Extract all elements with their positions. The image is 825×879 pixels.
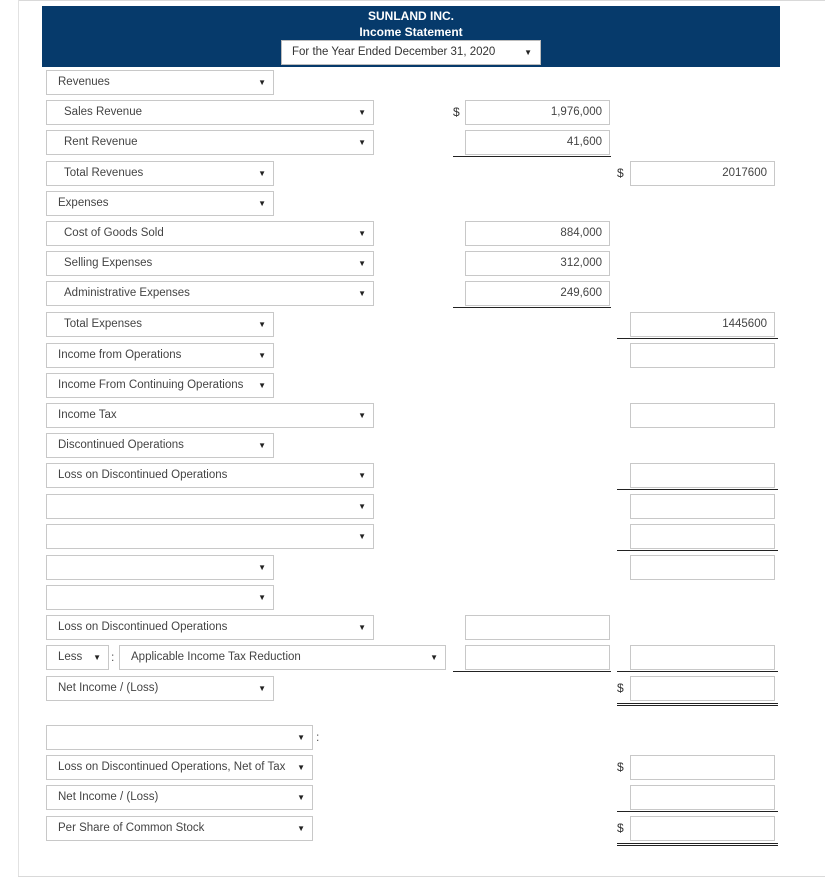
dropdown-arrow-icon: ▼	[358, 108, 366, 117]
double-underline-bottom	[617, 845, 778, 846]
cogs-select[interactable]	[46, 221, 374, 246]
net-income-eps-input[interactable]	[630, 785, 775, 810]
dropdown-arrow-icon: ▼	[258, 199, 266, 208]
total-underline	[617, 550, 778, 551]
subtotal-underline	[453, 671, 611, 672]
income-tax-select[interactable]	[46, 403, 374, 428]
income-from-operations-input[interactable]	[630, 343, 775, 368]
select-label: Rent Revenue	[64, 136, 138, 148]
select-label: Expenses	[58, 197, 109, 209]
dropdown-arrow-icon: ▼	[258, 684, 266, 693]
total-expenses-input[interactable]: 1445600	[630, 312, 775, 337]
per-share-input[interactable]	[630, 816, 775, 841]
income-tax-input[interactable]	[630, 403, 775, 428]
dropdown-arrow-icon: ▼	[297, 793, 305, 802]
select-label: Cost of Goods Sold	[64, 227, 164, 239]
dropdown-arrow-icon: ▼	[430, 653, 438, 662]
income-continuing-ops-select[interactable]	[46, 373, 274, 398]
double-underline-top	[617, 703, 778, 704]
colon-separator: :	[111, 650, 115, 664]
discontinued-operations-select[interactable]	[46, 433, 274, 458]
dropdown-arrow-icon: ▼	[358, 471, 366, 480]
period-select[interactable]	[281, 40, 541, 65]
less-select[interactable]	[46, 645, 109, 670]
select-label: Loss on Discontinued Operations	[58, 621, 228, 633]
sales-revenue-select[interactable]	[46, 100, 374, 125]
eps-heading-select[interactable]	[46, 725, 313, 750]
selling-expenses-select[interactable]	[46, 251, 374, 276]
select-label: Discontinued Operations	[58, 439, 184, 451]
net-income-eps-select[interactable]	[46, 785, 313, 810]
total-revenues-select[interactable]	[46, 161, 274, 186]
double-underline-bottom	[617, 705, 778, 706]
total-expenses-select[interactable]	[46, 312, 274, 337]
select-label: Total Expenses	[64, 318, 142, 330]
income-from-operations-select[interactable]	[46, 343, 274, 368]
page-border-top	[18, 0, 825, 1]
statement-title: Income Statement	[359, 25, 463, 39]
sales-revenue-input[interactable]: 1,976,000	[465, 100, 610, 125]
select-label: Net Income / (Loss)	[58, 682, 159, 694]
blank-select-4[interactable]	[46, 585, 274, 610]
net-income-select[interactable]	[46, 676, 274, 701]
currency-symbol: $	[453, 105, 460, 119]
dropdown-arrow-icon: ▼	[258, 78, 266, 87]
dropdown-arrow-icon: ▼	[358, 289, 366, 298]
expenses-select[interactable]	[46, 191, 274, 216]
select-label: Net Income / (Loss)	[58, 791, 159, 803]
dropdown-arrow-icon: ▼	[297, 824, 305, 833]
dropdown-arrow-icon: ▼	[297, 733, 305, 742]
subtotal-underline	[453, 156, 611, 157]
dropdown-arrow-icon: ▼	[258, 381, 266, 390]
select-label: Sales Revenue	[64, 106, 142, 118]
select-label: Loss on Discontinued Operations	[58, 469, 228, 481]
rent-revenue-select[interactable]	[46, 130, 374, 155]
admin-expenses-input[interactable]: 249,600	[465, 281, 610, 306]
blank-select-1[interactable]	[46, 494, 374, 519]
blank-input-2[interactable]	[630, 524, 775, 549]
loss-discontinued-ops-input-2[interactable]	[465, 615, 610, 640]
period-label: For the Year Ended December 31, 2020	[292, 46, 496, 58]
dropdown-arrow-icon: ▼	[358, 502, 366, 511]
dropdown-arrow-icon: ▼	[358, 532, 366, 541]
applicable-tax-input[interactable]	[465, 645, 610, 670]
colon-separator: :	[316, 730, 320, 744]
select-label: Income Tax	[58, 409, 117, 421]
dropdown-arrow-icon: ▼	[93, 653, 101, 662]
currency-symbol: $	[617, 821, 624, 835]
select-label: Less	[58, 651, 83, 663]
company-name: SUNLAND INC.	[368, 9, 454, 23]
blank-select-3[interactable]	[46, 555, 274, 580]
applicable-tax-reduction-select[interactable]	[119, 645, 446, 670]
dropdown-arrow-icon: ▼	[297, 763, 305, 772]
blank-input-1[interactable]	[630, 494, 775, 519]
loss-discontinued-ops-select[interactable]	[46, 463, 374, 488]
currency-symbol: $	[617, 166, 624, 180]
loss-discontinued-ops-input[interactable]	[630, 463, 775, 488]
select-label: Loss on Discontinued Operations, Net of Tax	[58, 761, 286, 773]
dropdown-arrow-icon: ▼	[524, 48, 532, 57]
dropdown-arrow-icon: ▼	[358, 623, 366, 632]
net-income-input[interactable]	[630, 676, 775, 701]
select-label: Administrative Expenses	[64, 287, 190, 299]
dropdown-arrow-icon: ▼	[258, 441, 266, 450]
dropdown-arrow-icon: ▼	[358, 138, 366, 147]
blank-select-2[interactable]	[46, 524, 374, 549]
select-label: Income From Continuing Operations	[58, 379, 244, 391]
blank-input-3[interactable]	[630, 555, 775, 580]
revenues-select[interactable]	[46, 70, 274, 95]
loss-disc-net-of-tax-input[interactable]	[630, 755, 775, 780]
total-underline	[617, 489, 778, 490]
loss-discontinued-ops-select-2[interactable]	[46, 615, 374, 640]
admin-expenses-select[interactable]	[46, 281, 374, 306]
loss-disc-net-of-tax-select[interactable]	[46, 755, 313, 780]
select-label: Income from Operations	[58, 349, 182, 361]
select-label: Per Share of Common Stock	[58, 822, 205, 834]
dropdown-arrow-icon: ▼	[358, 411, 366, 420]
dropdown-arrow-icon: ▼	[258, 593, 266, 602]
subtotal-underline	[453, 307, 611, 308]
dropdown-arrow-icon: ▼	[258, 169, 266, 178]
total-revenues-input[interactable]: 2017600	[630, 161, 775, 186]
dropdown-arrow-icon: ▼	[258, 563, 266, 572]
dropdown-arrow-icon: ▼	[258, 351, 266, 360]
total-underline	[617, 671, 778, 672]
total-underline	[617, 338, 778, 339]
total-underline	[617, 811, 778, 812]
page-border-left	[18, 0, 19, 876]
currency-symbol: $	[617, 760, 624, 774]
select-label: Selling Expenses	[64, 257, 153, 269]
select-label: Applicable Income Tax Reduction	[131, 651, 301, 663]
rent-revenue-input[interactable]: 41,600	[465, 130, 610, 155]
currency-symbol: $	[617, 681, 624, 695]
selling-expenses-input[interactable]: 312,000	[465, 251, 610, 276]
dropdown-arrow-icon: ▼	[358, 259, 366, 268]
select-label: Total Revenues	[64, 167, 144, 179]
cogs-input[interactable]: 884,000	[465, 221, 610, 246]
dropdown-arrow-icon: ▼	[358, 229, 366, 238]
per-share-select[interactable]	[46, 816, 313, 841]
page-border-bottom	[18, 876, 825, 877]
dropdown-arrow-icon: ▼	[258, 320, 266, 329]
select-label: Revenues	[58, 76, 110, 88]
double-underline-top	[617, 843, 778, 844]
disc-ops-net-input[interactable]	[630, 645, 775, 670]
